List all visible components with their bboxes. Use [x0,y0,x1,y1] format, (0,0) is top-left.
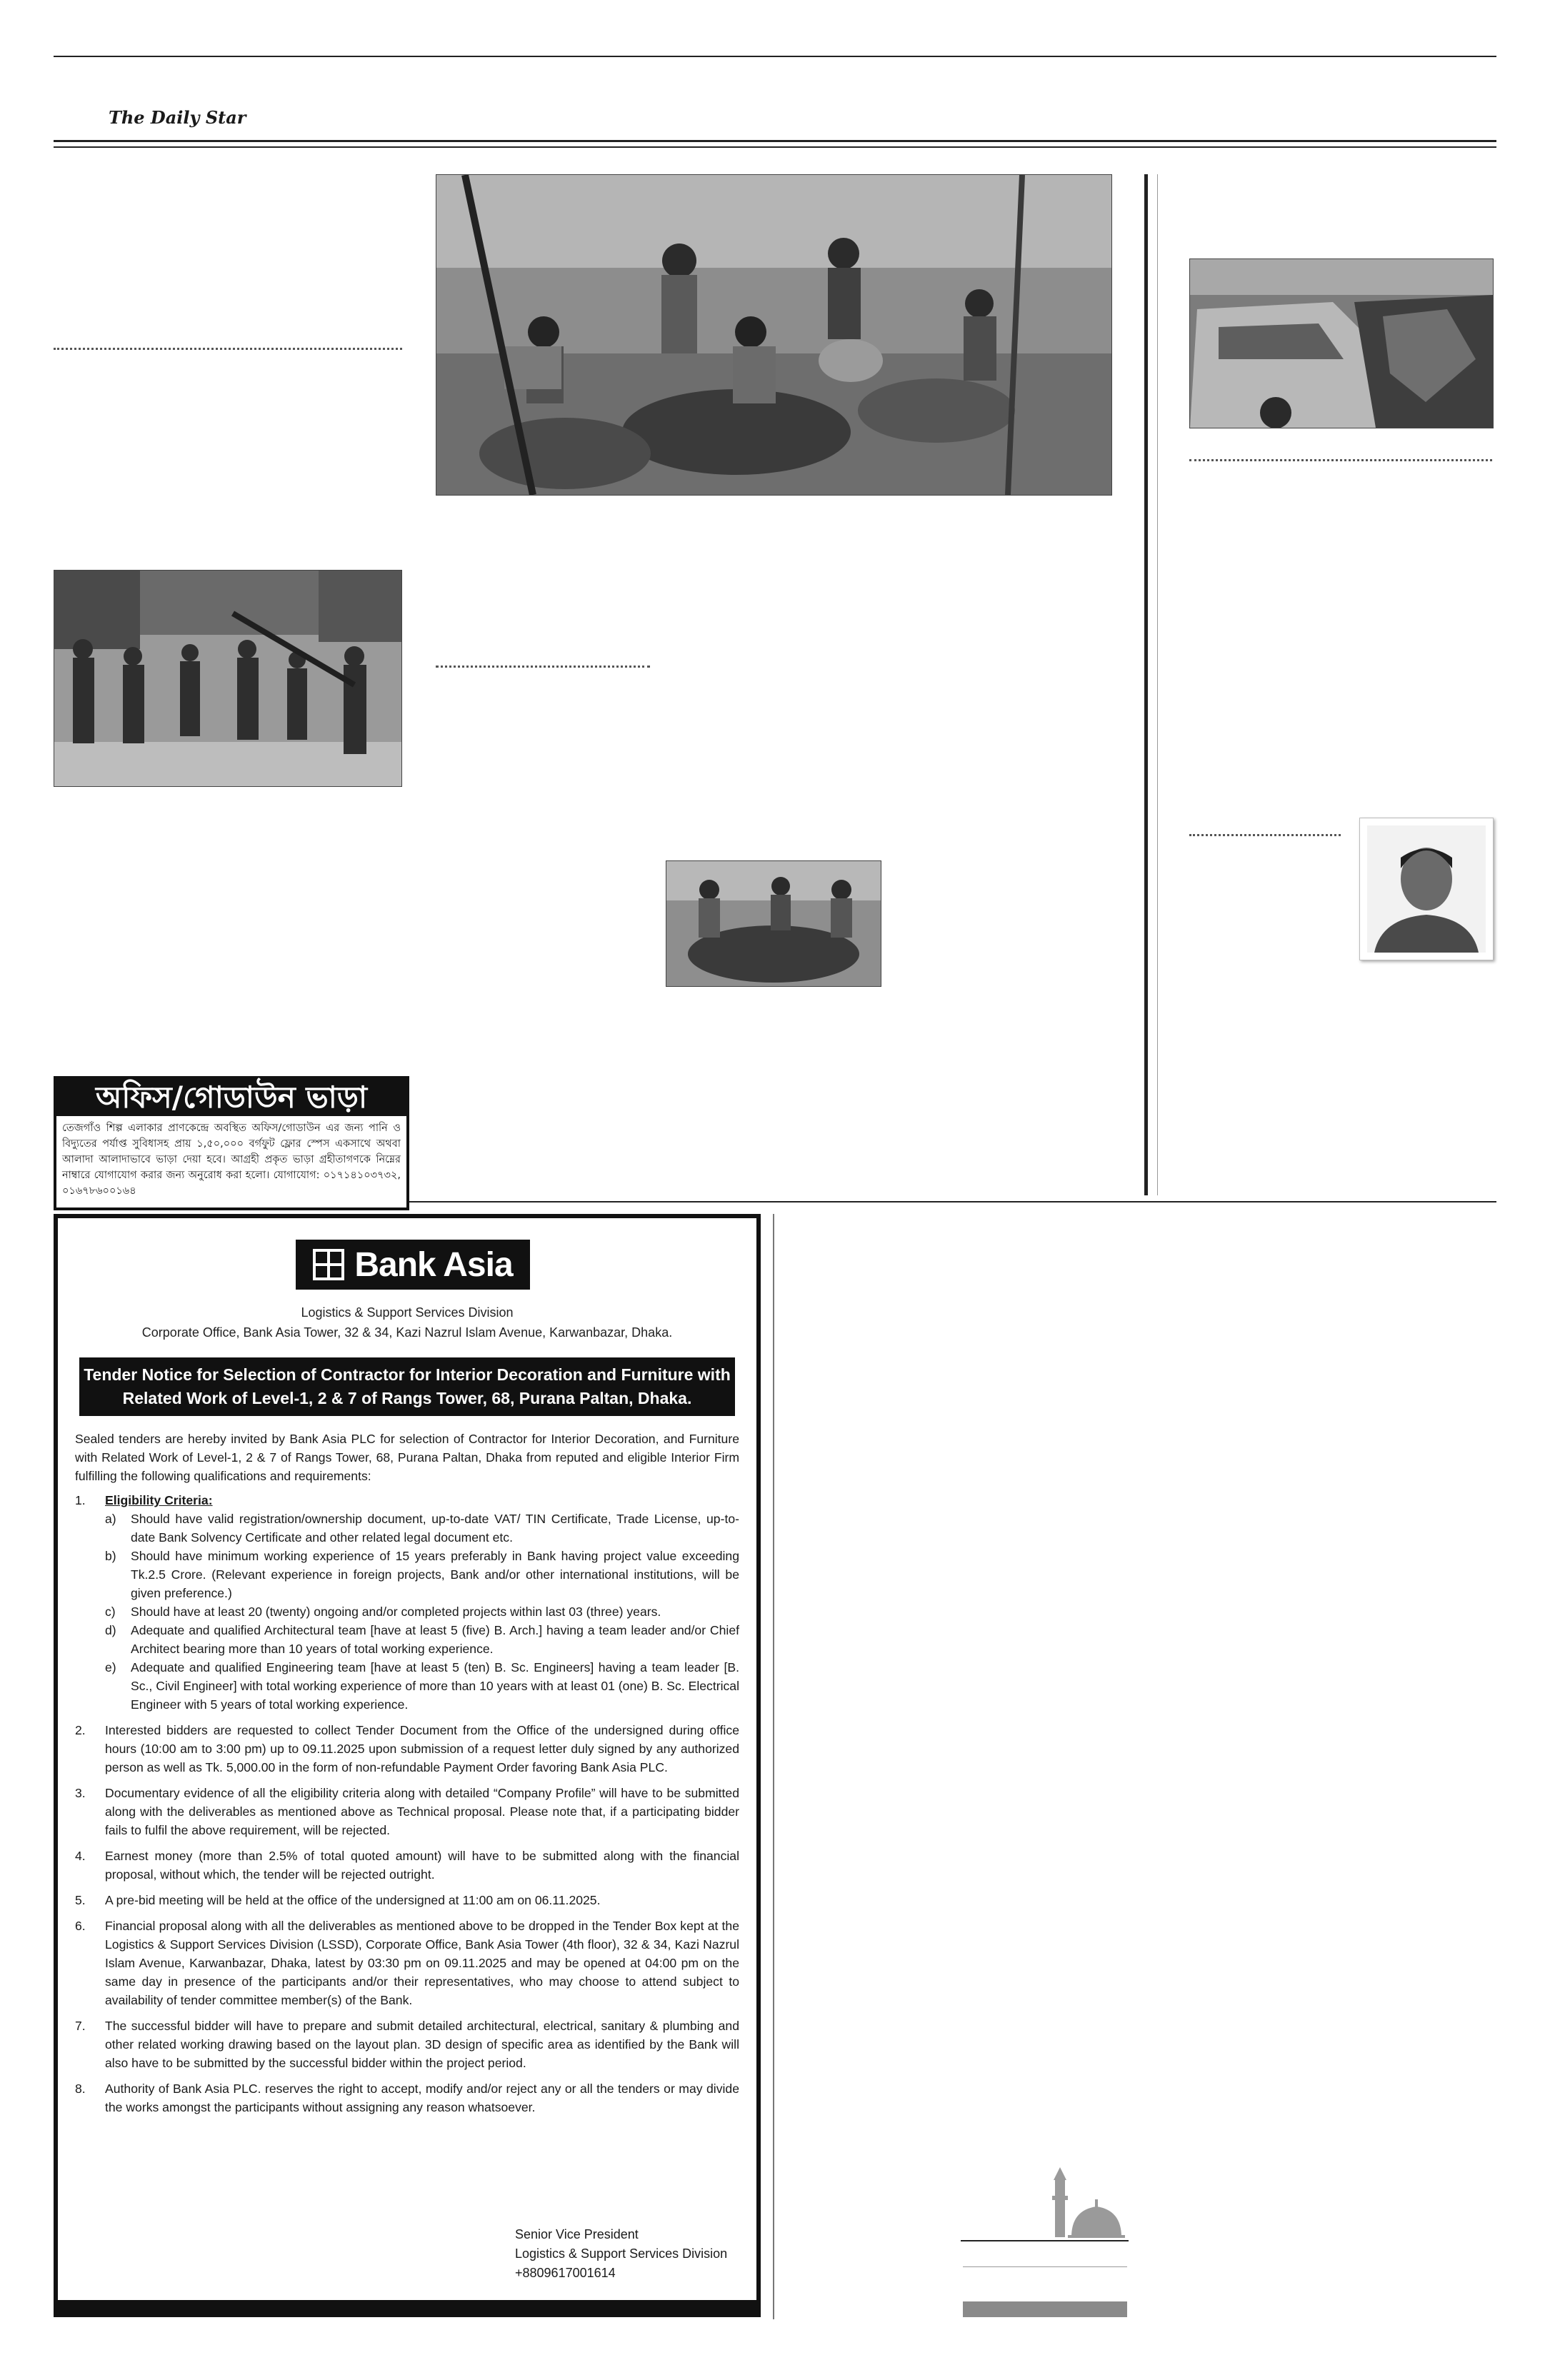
criteria-sub-item: b) Should have minimum working experience of 15 years preferably in Bank having project value exceeding Tk.2.5 Crore. (Relevant experience in foreign projects, Bank and/or other international institutions, will be given preference.) [105,1549,739,1600]
header-rule-1 [54,140,1496,142]
protest-scene-photo [54,570,402,787]
center-column-separator [436,666,650,668]
tender-point: 5. A pre-bid meeting will be held at the office of the undersigned at 11:00 am on 06.11.2025. [75,1893,601,1907]
portrait-photo [1359,818,1494,960]
top-rule [54,56,1496,57]
tender-point: 2. Interested bidders are requested to collect Tender Document from the Office of the undersigned during office hours (10:00 am to 3:00 pm) up to 09.11.2025 upon submission of a request letter duly signed by any authorized person as well as Tk. 5,000.00 in the form of non-refundable Payment Order favoring Bank Asia PLC. [75,1723,739,1774]
mosque-icon [961,2167,1132,2253]
protest-scene-image [54,571,401,786]
market-inset-image [666,861,881,986]
market-scene-photo [436,174,1112,496]
criteria-item [75,1491,739,1714]
bank-asia-logo [296,1240,530,1290]
right-column-divider [1144,174,1148,1195]
right-column-separator-2 [1189,834,1341,836]
ad-footer-bar [58,2300,756,2313]
tender-point: 3. Documentary evidence of all the eligibility criteria along with detailed “Company Profile” will have to be submitted along with the deliverables as mentioned above as Technical proposal. Please note that, if a participating bidder fails to fulfil the above requirement, will be rejected. [75,1786,739,1837]
classified-body: তেজগাঁও শিল্প এলাকার প্রাণকেন্দ্রে অবস্থিত অফিস/গোডাউন এর জন্য পানি ও বিদ্যুতের পর্যাপ্ত সুবিধাসহ প্রায় ১,৫০,০০০ বর্গফুট ফ্লোর স্পেস একসাথে অথবা আলাদা আলাদাভাবে ভাড়া দেয়া হবে। আগ্রহী প্রকৃত ভাড়া গ্রহীতাগণকে নিম্নের নাম্বারে যোগাযোগ করার জন্য অনুরোধ করা হলো। যোগাযোগ: ০১৭১৪১০৩৭৩২, ০১৬৭৮৬০০১৬৪ [62,1123,401,1197]
car-wreck-image [1190,259,1493,428]
tender-point: 7. The successful bidder will have to prepare and submit detailed architectural, electrical, sanitary & plumbing and other related working drawing based on the layout plan. 3D design of specific area as identified by the Bank will also have to be submitted by the successful bidder within the project period. [75,2019,739,2070]
tender-notice-ad [54,1214,761,2317]
tender-title-line-2: Related Work of Level-1, 2 & 7 of Rangs Tower, 68, Purana Paltan, Dhaka. [122,1389,692,1407]
classified-ad [54,1076,409,1210]
signature-block [515,2225,727,2283]
tender-body [75,1430,739,2124]
criteria-title: Eligibility Criteria: [105,1493,213,1507]
mosque-underline [963,2266,1127,2267]
signatory-division: Logistics & Support Services Division [515,2246,728,2261]
header-rule-2 [54,146,1496,148]
criteria-number: 1. [75,1493,86,1507]
criteria-sub-item: e) Adequate and qualified Engineering team [have at least 5 (ten) B. Sc. Engineers] having a team leader [B. Sc., Civil Engineer] with total working experience of more than 10 years with at least 01 (one) B. Sc. Electrical Engineer with 5 years of total working experience. [105,1660,739,1712]
signatory-phone: +8809617001614 [515,2266,616,2280]
bank-asia-mark-icon [313,1249,344,1280]
tender-title [79,1357,735,1416]
division-name: Logistics & Support Services Division [301,1305,514,1320]
criteria-sub-item: c) Should have at least 20 (twenty) ongoing and/or completed projects within last 03 (three) years. [105,1605,661,1619]
left-column-separator [54,348,402,350]
tender-title-line-1: Tender Notice for Selection of Contractor for Interior Decoration and Furniture with [84,1365,731,1384]
criteria-sub-item: d) Adequate and qualified Architectural team [have at least 5 (five) B. Arch.] having a team leader and/or Chief Architect bearing more than 10 years of total working experience. [105,1623,739,1656]
bank-asia-wordmark: Bank Asia [354,1245,513,1284]
market-scene-image [436,175,1111,495]
portrait-image [1360,818,1493,960]
tender-intro: Sealed tenders are hereby invited by Bank Asia PLC for selection of Contractor for Interior Decoration, and Furniture with Related Work of Level-1, 2 & 7 of Rangs Tower, 68, Purana Paltan, Dhaka from reputed and eligible Interior Firm fulfilling the following qualifications and requirements: [75,1432,739,1483]
ad-column-divider [773,1214,774,2319]
tender-point: 6. Financial proposal along with all the deliverables as mentioned above to be dropped in the Tender Box kept at the Logistics & Support Services Division (LSSD), Corporate Office, Bank Asia Tower (4th floor), 32 & 34, Kazi Nazrul Islam Avenue, Karwanbazar, Dhaka, latest by 03:30 pm on 09.11.2025 and may be opened at 04:00 pm on the same day in presence of the participants and/or their representatives, who may choose to attend subject to availability of tender committee member(s) of the Bank. [75,1919,739,2007]
ad-section-rule [404,1201,1496,1202]
right-column-thin-line [1157,174,1158,1195]
tender-point: 8. Authority of Bank Asia PLC. reserves the right to accept, modify and/or reject any or all the tenders or may divide the works amongst the participants without assigning any reason whatsoever. [75,2082,739,2114]
car-wreck-photo [1189,258,1494,428]
market-inset-photo [666,860,881,987]
classified-heading: অফিস/গোডাউন ভাড়া [56,1079,406,1116]
criteria-sub-item: a) Should have valid registration/ownership document, up-to-date VAT/ TIN Certificate, Trade License, up-to-date Bank Solvency Certificate and other related legal document etc. [105,1512,739,1545]
grey-bar [963,2301,1127,2317]
office-address: Corporate Office, Bank Asia Tower, 32 & 34, Kazi Nazrul Islam Avenue, Karwanbazar, Dhaka. [141,1325,673,1340]
tender-point: 4. Earnest money (more than 2.5% of total quoted amount) will have to be submitted along with the financial proposal, without which, the tender will be rejected outright. [75,1849,739,1882]
signatory-title: Senior Vice President [515,2227,639,2241]
masthead-logo: The Daily Star [109,107,246,128]
right-column-separator-1 [1189,459,1492,461]
